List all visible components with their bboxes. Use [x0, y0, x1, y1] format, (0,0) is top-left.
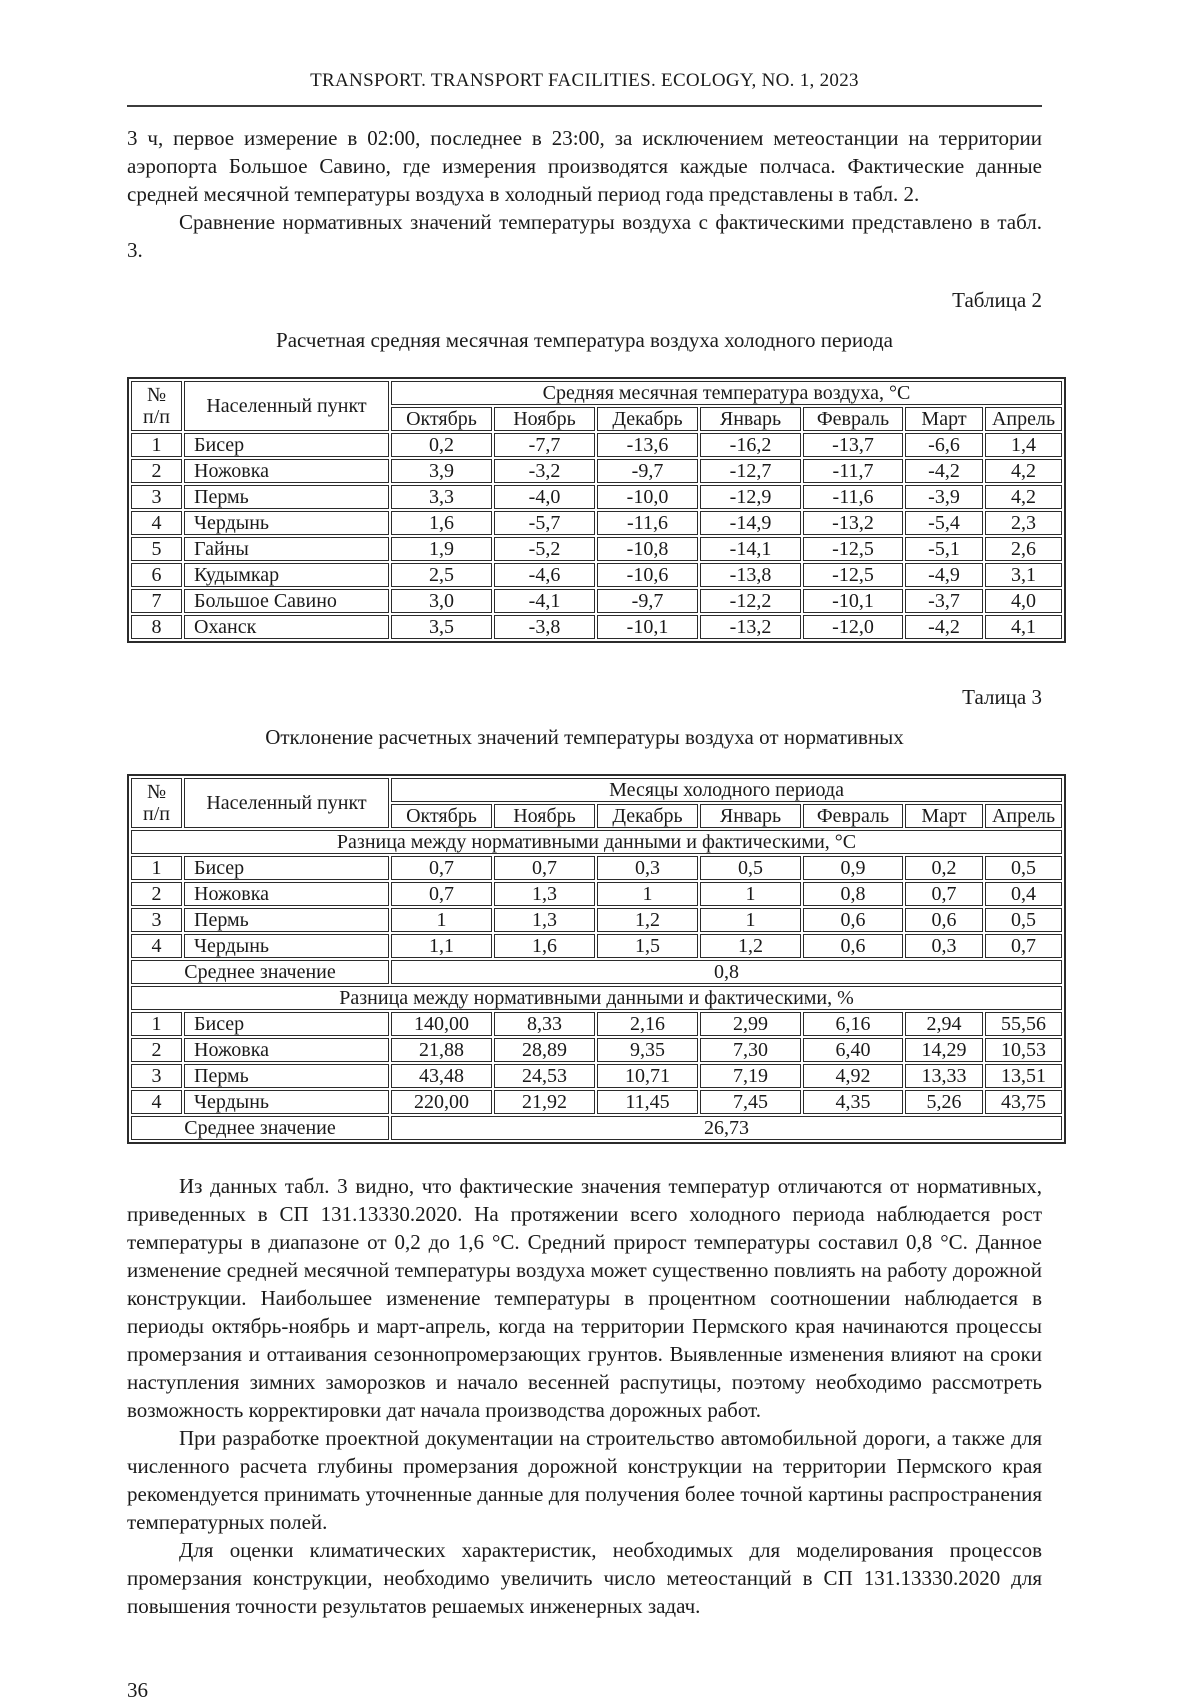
average-value-cell: 26,73 — [391, 1116, 1062, 1140]
value-cell: -9,7 — [597, 589, 698, 613]
value-cell: -5,4 — [905, 511, 983, 535]
value-cell: 3,3 — [391, 485, 492, 509]
table-row — [131, 615, 1062, 639]
num-sign: № — [146, 384, 167, 406]
value-cell: -5,2 — [494, 537, 595, 561]
value-cell: 4,2 — [985, 485, 1062, 509]
body-paragraph: 3 ч, первое измерение в 02:00, последнее в 23:00, за исключением метеостанции на территории аэропорта Большое Савино, где измерения производятся каждые полчаса. Фактические данные средней месячной температуры воздуха в холодный период года представлены в табл. 2. — [127, 126, 1042, 206]
value-cell: 1,1 — [391, 934, 492, 958]
value-cell: 0,7 — [494, 856, 595, 880]
value-cell: 0,6 — [803, 934, 903, 958]
section2-body — [131, 1012, 1062, 1114]
table3-head — [131, 778, 1062, 828]
body-paragraph: При разработке проектной документации на строительство автомобильной дороги, а также для численного расчета глубины промерзания дорожной конструкции на территории Пермского края рекомендуется принимать уточненные данные для получения более точной картины распространения температурных полей. — [127, 1426, 1042, 1534]
value-cell: 43,75 — [985, 1090, 1062, 1114]
row-number-cell: 3 — [131, 1064, 182, 1088]
journal-header: TRANSPORT. TRANSPORT FACILITIES. ECOLOGY, NO. 1, 2023 — [310, 70, 859, 91]
value-cell: 1,3 — [494, 908, 595, 932]
place-name-cell: Пермь — [184, 1064, 389, 1088]
month-header-cell: Декабрь — [597, 804, 698, 828]
section1-body — [131, 856, 1062, 958]
value-cell: -10,8 — [597, 537, 698, 561]
value-cell: 28,89 — [494, 1038, 595, 1062]
value-cell: 4,92 — [803, 1064, 903, 1088]
value-cell: 2,5 — [391, 563, 492, 587]
value-cell: -10,1 — [597, 615, 698, 639]
body-paragraph: Сравнение нормативных значений температуры воздуха с фактическими представлено в табл. 3. — [127, 210, 1042, 262]
row-number-cell: 4 — [131, 934, 182, 958]
value-cell: 1,6 — [391, 511, 492, 535]
value-cell: 1,2 — [597, 908, 698, 932]
value-cell: 0,3 — [905, 934, 983, 958]
place-name-cell: Бисер — [184, 856, 389, 880]
table3-label: Талица 3 — [962, 685, 1042, 709]
value-cell: 0,5 — [700, 856, 801, 880]
value-cell: 55,56 — [985, 1012, 1062, 1036]
average-value-cell: 0,8 — [391, 960, 1062, 984]
average-row — [131, 960, 1062, 984]
value-cell: 2,6 — [985, 537, 1062, 561]
value-cell: 4,1 — [985, 615, 1062, 639]
value-cell: 0,8 — [803, 882, 903, 906]
value-cell: -10,6 — [597, 563, 698, 587]
table-row — [131, 589, 1062, 613]
value-cell: 1 — [597, 882, 698, 906]
value-cell: 7,19 — [700, 1064, 801, 1088]
value-cell: 3,0 — [391, 589, 492, 613]
place-name-cell: Оханск — [184, 615, 389, 639]
value-cell: -14,9 — [700, 511, 801, 535]
place-name-cell: Бисер — [184, 1012, 389, 1036]
section-title-row — [131, 986, 1062, 1010]
value-cell: 0,7 — [985, 934, 1062, 958]
section-title-cell: Разница между нормативными данными и фактическими, °С — [131, 830, 1062, 854]
place-name-cell: Кудымкар — [184, 563, 389, 587]
value-cell: 21,88 — [391, 1038, 492, 1062]
row-number-cell: 1 — [131, 856, 182, 880]
col-header-place: Населенный пункт — [184, 381, 389, 431]
row-number-cell: 8 — [131, 615, 182, 639]
value-cell: 6,16 — [803, 1012, 903, 1036]
place-name-cell: Бисер — [184, 433, 389, 457]
value-cell: -11,6 — [597, 511, 698, 535]
table-row — [131, 485, 1062, 509]
value-cell: 0,6 — [803, 908, 903, 932]
month-header-cell: Март — [905, 407, 983, 431]
value-cell: 2,99 — [700, 1012, 801, 1036]
table-row — [131, 1012, 1062, 1036]
table-row — [131, 563, 1062, 587]
table-row — [131, 1090, 1062, 1114]
value-cell: -12,5 — [803, 563, 903, 587]
table-row — [131, 934, 1062, 958]
body-paragraph: Для оценки климатических характеристик, необходимых для моделирования процессов промерзания конструкции, необходимо увеличить число метеостанций в СП 131.13330.2020 для повышения точности результатов решаемых инженерных задач. — [127, 1538, 1042, 1618]
table2-label: Таблица 2 — [952, 288, 1042, 312]
value-cell: 4,2 — [985, 459, 1062, 483]
table3-caption: Отклонение расчетных значений температуры воздуха от нормативных — [265, 725, 904, 749]
row-number-cell: 1 — [131, 433, 182, 457]
value-cell: -16,2 — [700, 433, 801, 457]
col-header-num — [131, 381, 182, 431]
value-cell: 10,71 — [597, 1064, 698, 1088]
value-cell: 0,7 — [391, 856, 492, 880]
value-cell: -3,7 — [905, 589, 983, 613]
section-title-cell: Разница между нормативными данными и фактическими, % — [131, 986, 1062, 1010]
value-cell: -3,8 — [494, 615, 595, 639]
value-cell: -12,5 — [803, 537, 903, 561]
value-cell: 7,30 — [700, 1038, 801, 1062]
value-cell: 0,4 — [985, 882, 1062, 906]
num-sub: п/п — [143, 406, 170, 428]
row-number-cell: 3 — [131, 485, 182, 509]
value-cell: 5,26 — [905, 1090, 983, 1114]
value-cell: -13,7 — [803, 433, 903, 457]
section1-average-body — [131, 960, 1062, 984]
value-cell: 0,2 — [391, 433, 492, 457]
month-header-cell: Апрель — [985, 407, 1062, 431]
value-cell: 1,4 — [985, 433, 1062, 457]
value-cell: 24,53 — [494, 1064, 595, 1088]
row-number-cell: 4 — [131, 1090, 182, 1114]
average-label-cell: Среднее значение — [131, 960, 389, 984]
value-cell: -5,7 — [494, 511, 595, 535]
value-cell: -12,7 — [700, 459, 801, 483]
table-row — [131, 908, 1062, 932]
value-cell: 0,3 — [597, 856, 698, 880]
place-name-cell: Ножовка — [184, 882, 389, 906]
table-row — [131, 1064, 1062, 1088]
value-cell: 0,7 — [905, 882, 983, 906]
row-number-cell: 7 — [131, 589, 182, 613]
month-header-cell: Ноябрь — [494, 407, 595, 431]
col-header-place: Населенный пункт — [184, 778, 389, 828]
row-number-cell: 2 — [131, 1038, 182, 1062]
value-cell: 0,5 — [985, 856, 1062, 880]
header-rule — [127, 105, 1042, 107]
page-number: 36 — [127, 1678, 148, 1702]
value-cell: 13,33 — [905, 1064, 983, 1088]
value-cell: -12,9 — [700, 485, 801, 509]
row-number-cell: 4 — [131, 511, 182, 535]
value-cell: 0,2 — [905, 856, 983, 880]
row-number-cell: 5 — [131, 537, 182, 561]
value-cell: 3,1 — [985, 563, 1062, 587]
value-cell: -11,6 — [803, 485, 903, 509]
month-header-cell: Январь — [700, 804, 801, 828]
month-header-cell: Апрель — [985, 804, 1062, 828]
table-row — [131, 459, 1062, 483]
value-cell: -13,8 — [700, 563, 801, 587]
body-paragraph: Из данных табл. 3 видно, что фактические значения температур отличаются от нормативных, приведенных в СП 131.13330.2020. На протяжении всего холодного периода наблюдается рост температуры в диапазоне от 0,2 до 1,6 °С. Средний прирост температуры составил 0,8 °С. Данное изменение средней месячной температуры воздуха может существенно повлиять на работу дорожной конструкции. Наибольшее изменение температуры в процентном соотношении наблюдается в периоды октябрь-ноябрь и март-апрель, когда на территории Пермского края начинаются процессы промерзания и оттаивания сезоннопромерзающих грунтов. Выявленные изменения влияют на сроки наступления зимних заморозков и начало весенней распутицы, поэтому необходимо рассмотреть возможность корректировки дат начала производства дорожных работ. — [127, 1174, 1042, 1422]
value-cell: 2,3 — [985, 511, 1062, 535]
month-header-cell: Февраль — [803, 407, 903, 431]
num-sign: № — [146, 781, 167, 803]
value-cell: 1,3 — [494, 882, 595, 906]
value-cell: -10,1 — [803, 589, 903, 613]
row-number-cell: 2 — [131, 459, 182, 483]
value-cell: -4,1 — [494, 589, 595, 613]
place-name-cell: Гайны — [184, 537, 389, 561]
table-row — [131, 537, 1062, 561]
value-cell: -4,6 — [494, 563, 595, 587]
place-name-cell: Чердынь — [184, 1090, 389, 1114]
average-label-cell: Среднее значение — [131, 1116, 389, 1140]
value-cell: 3,5 — [391, 615, 492, 639]
month-header-cell: Октябрь — [391, 407, 492, 431]
place-name-cell: Ножовка — [184, 459, 389, 483]
table-row — [131, 856, 1062, 880]
table-row — [131, 882, 1062, 906]
value-cell: 1,5 — [597, 934, 698, 958]
value-cell: 14,29 — [905, 1038, 983, 1062]
table2 — [127, 377, 1066, 643]
value-cell: 21,92 — [494, 1090, 595, 1114]
value-cell: -4,0 — [494, 485, 595, 509]
value-cell: 10,53 — [985, 1038, 1062, 1062]
value-cell: 1,2 — [700, 934, 801, 958]
place-name-cell: Ножовка — [184, 1038, 389, 1062]
col-header-months-group: Месяцы холодного периода — [391, 778, 1062, 802]
month-header-cell: Февраль — [803, 804, 903, 828]
value-cell: 1 — [700, 908, 801, 932]
value-cell: -5,1 — [905, 537, 983, 561]
value-cell: 1 — [700, 882, 801, 906]
value-cell: -6,6 — [905, 433, 983, 457]
value-cell: 1 — [391, 908, 492, 932]
value-cell: 140,00 — [391, 1012, 492, 1036]
table-header-row — [131, 381, 1062, 405]
num-sub: п/п — [143, 803, 170, 825]
table2-caption: Расчетная средняя месячная температура воздуха холодного периода — [276, 328, 893, 352]
table2-body — [131, 433, 1062, 639]
row-number-cell: 3 — [131, 908, 182, 932]
value-cell: -11,7 — [803, 459, 903, 483]
place-name-cell: Чердынь — [184, 511, 389, 535]
place-name-cell: Пермь — [184, 908, 389, 932]
row-number-cell: 1 — [131, 1012, 182, 1036]
value-cell: 7,45 — [700, 1090, 801, 1114]
value-cell: 1,9 — [391, 537, 492, 561]
value-cell: -3,9 — [905, 485, 983, 509]
place-name-cell: Пермь — [184, 485, 389, 509]
value-cell: 6,40 — [803, 1038, 903, 1062]
month-header-cell: Октябрь — [391, 804, 492, 828]
value-cell: -13,2 — [700, 615, 801, 639]
value-cell: -9,7 — [597, 459, 698, 483]
table-row — [131, 511, 1062, 535]
month-header-cell: Ноябрь — [494, 804, 595, 828]
section-title-row — [131, 830, 1062, 854]
table3 — [127, 774, 1066, 1144]
month-header-cell: Март — [905, 804, 983, 828]
col-header-num — [131, 778, 182, 828]
value-cell: 9,35 — [597, 1038, 698, 1062]
table-row — [131, 1038, 1062, 1062]
value-cell: 0,7 — [391, 882, 492, 906]
value-cell: 2,94 — [905, 1012, 983, 1036]
value-cell: 1,6 — [494, 934, 595, 958]
table-header-row — [131, 778, 1062, 802]
section2-title-body — [131, 986, 1062, 1010]
value-cell: -13,2 — [803, 511, 903, 535]
row-number-cell: 6 — [131, 563, 182, 587]
value-cell: -4,2 — [905, 459, 983, 483]
section1-title-body — [131, 830, 1062, 854]
col-header-months-group: Средняя месячная температура воздуха, °С — [391, 381, 1062, 405]
value-cell: 4,35 — [803, 1090, 903, 1114]
value-cell: 3,9 — [391, 459, 492, 483]
value-cell: -3,2 — [494, 459, 595, 483]
average-row — [131, 1116, 1062, 1140]
value-cell: 220,00 — [391, 1090, 492, 1114]
table-row — [131, 433, 1062, 457]
place-name-cell: Большое Савино — [184, 589, 389, 613]
table2-head — [131, 381, 1062, 431]
value-cell: -4,2 — [905, 615, 983, 639]
value-cell: -13,6 — [597, 433, 698, 457]
value-cell: -4,9 — [905, 563, 983, 587]
value-cell: 13,51 — [985, 1064, 1062, 1088]
value-cell: -12,0 — [803, 615, 903, 639]
value-cell: 0,9 — [803, 856, 903, 880]
value-cell: 0,6 — [905, 908, 983, 932]
value-cell: 43,48 — [391, 1064, 492, 1088]
value-cell: 4,0 — [985, 589, 1062, 613]
value-cell: 8,33 — [494, 1012, 595, 1036]
section2-average-body — [131, 1116, 1062, 1140]
month-header-cell: Январь — [700, 407, 801, 431]
value-cell: -10,0 — [597, 485, 698, 509]
value-cell: 2,16 — [597, 1012, 698, 1036]
month-header-cell: Декабрь — [597, 407, 698, 431]
value-cell: -12,2 — [700, 589, 801, 613]
value-cell: -14,1 — [700, 537, 801, 561]
value-cell: -7,7 — [494, 433, 595, 457]
row-number-cell: 2 — [131, 882, 182, 906]
value-cell: 0,5 — [985, 908, 1062, 932]
value-cell: 11,45 — [597, 1090, 698, 1114]
place-name-cell: Чердынь — [184, 934, 389, 958]
